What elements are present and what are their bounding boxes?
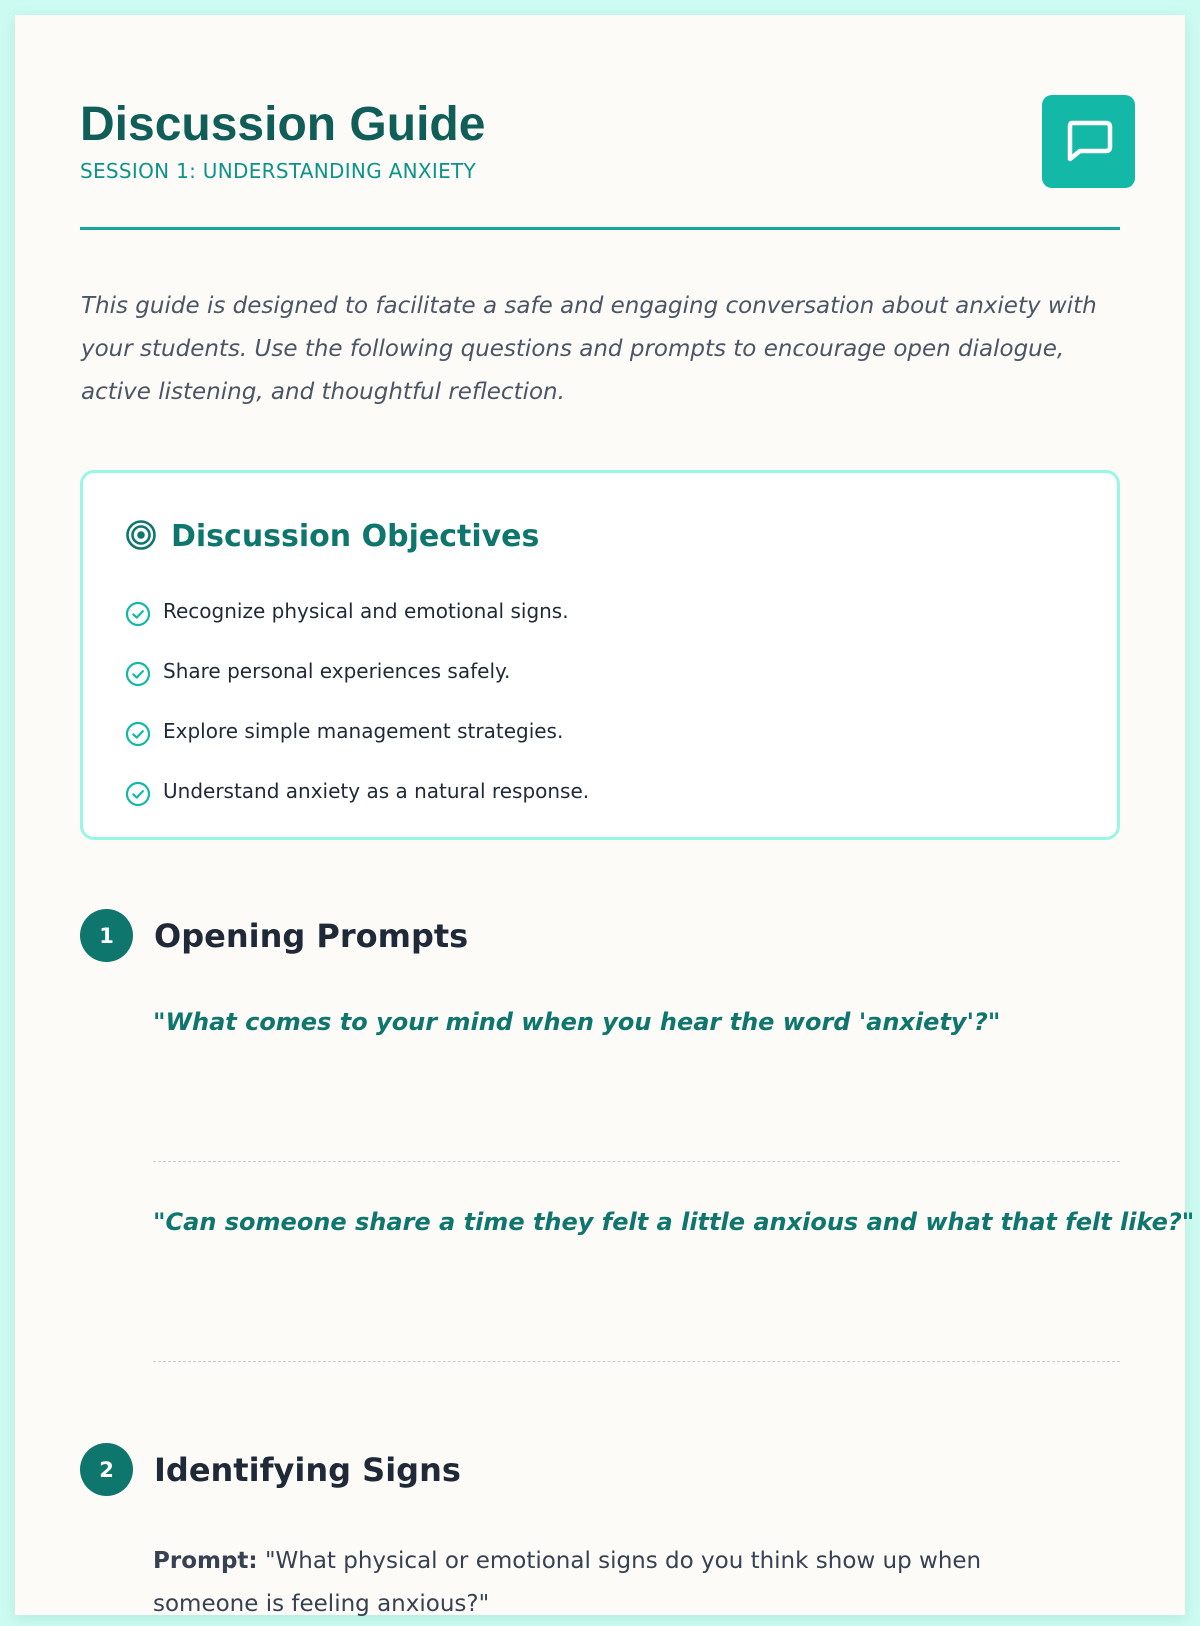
question-quote: "What comes to your mind when you hear the word 'anxiety'?" [153, 1008, 1001, 1036]
objectives-title: Discussion Objectives [171, 519, 540, 554]
objective-text: Recognize physical and emotional signs. [163, 599, 569, 623]
objective-item [125, 641, 589, 701]
answer-divider [153, 1361, 1120, 1362]
chat-bubble-icon [1042, 95, 1135, 188]
check-circle-icon [125, 661, 151, 687]
prompt-text: "What physical or emotional signs do you think show up when someone is feeling anxious?" [153, 1548, 982, 1617]
guide-page [15, 15, 1195, 1617]
objective-text: Share personal experiences safely. [163, 659, 511, 683]
objective-text: Understand anxiety as a natural response. [163, 779, 590, 803]
check-circle-icon [125, 781, 151, 807]
objective-item [125, 701, 589, 761]
answer-divider [153, 1161, 1120, 1162]
section-prompt [153, 1540, 1053, 1626]
section-number-badge: 2 [80, 1443, 133, 1496]
objectives-card [80, 470, 1120, 840]
check-circle-icon [125, 601, 151, 627]
page-subtitle: SESSION 1: UNDERSTANDING ANXIETY [80, 159, 477, 183]
page-header [80, 15, 1120, 230]
objective-text: Explore simple management strategies. [163, 719, 564, 743]
objective-item [125, 581, 589, 641]
page-title: Discussion Guide [80, 98, 486, 151]
objective-item [125, 761, 589, 821]
section-opening-prompts [80, 909, 468, 962]
section-title: Identifying Signs [154, 1450, 461, 1489]
objectives-header [125, 517, 539, 557]
section-title: Opening Prompts [154, 916, 469, 955]
intro-text: This guide is designed to facilitate a safe and engaging conversation about anxiety with your students. Use the following questions and prompts to encourage open dialogue, active listening, and thoughtful reflection. [81, 293, 1097, 405]
check-circle-icon [125, 721, 151, 747]
question-quote: "Can someone share a time they felt a little anxious and what that felt like?" [153, 1208, 1195, 1236]
objectives-list [125, 581, 589, 821]
prompt-label: Prompt: [153, 1548, 258, 1574]
section-number-badge: 1 [80, 909, 133, 962]
section-identifying-signs [80, 1443, 461, 1496]
target-icon [125, 519, 157, 555]
